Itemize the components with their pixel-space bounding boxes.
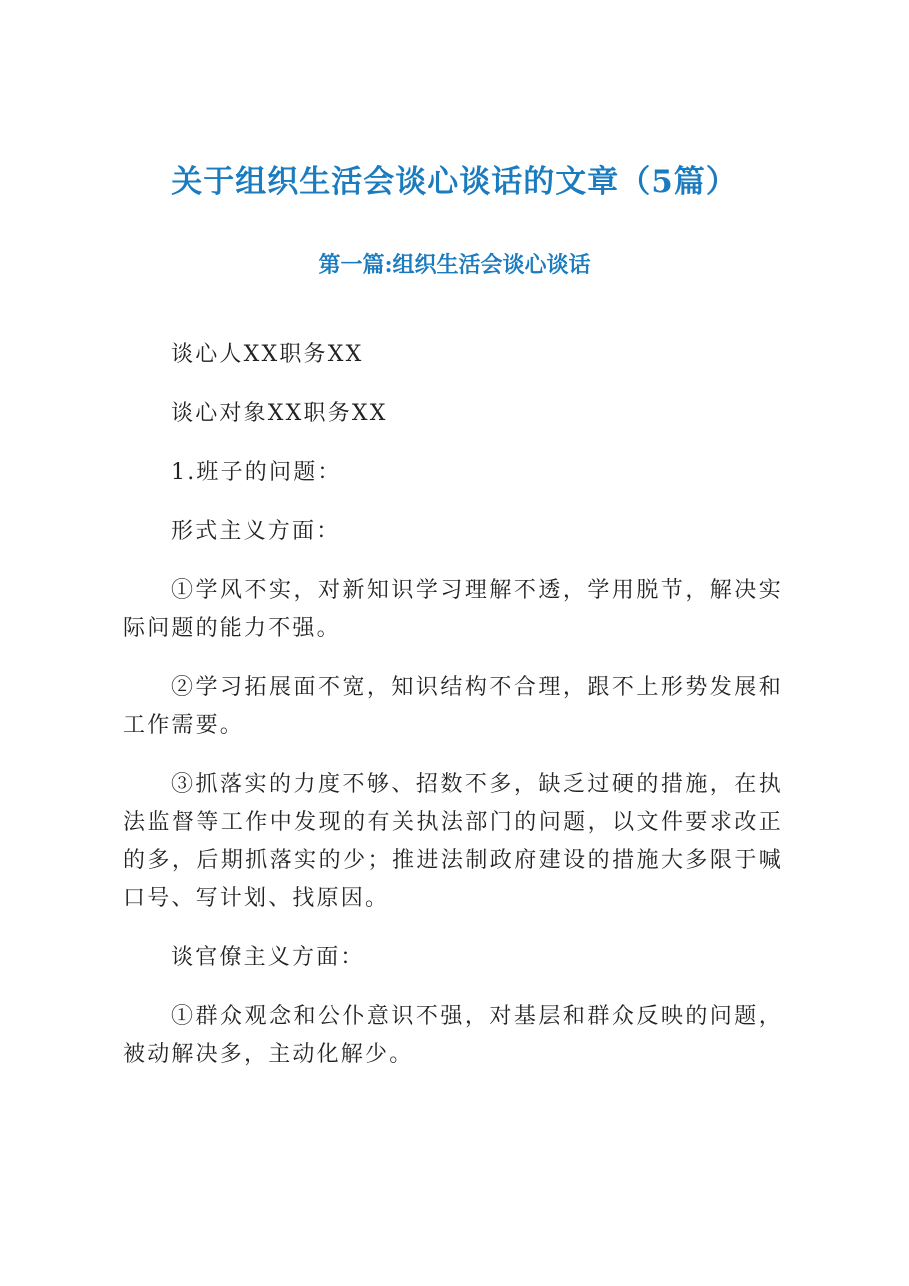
paragraph-formalism-item-1: ①学风不实，对新知识学习理解不透，学用脱节，解决实际问题的能力不强。 <box>123 578 783 641</box>
paragraph-formalism-heading: 形式主义方面： <box>171 519 341 544</box>
paragraph-listener: 谈心对象XX职务XX <box>171 401 388 426</box>
paragraph-speaker: 谈心人XX职务XX <box>171 342 364 367</box>
document-body <box>123 336 783 1095</box>
paragraph-bureaucracy-heading: 谈官僚主义方面： <box>171 945 365 970</box>
document-title: 关于组织生活会谈心谈话的文章（5篇） <box>171 164 738 200</box>
paragraph-bureaucracy-item-1: ①群众观念和公仆意识不强，对基层和群众反映的问题，被动解决多，主动化解少。 <box>123 1004 783 1067</box>
paragraph-team-issues-heading: 1.班子的问题： <box>171 460 342 485</box>
section-title: 第一篇:组织生活会谈心谈话 <box>318 252 591 278</box>
paragraph-formalism-item-2: ②学习拓展面不宽，知识结构不合理，跟不上形势发展和工作需要。 <box>123 675 783 738</box>
paragraph-formalism-item-3: ③抓落实的力度不够、招数不多，缺乏过硬的措施，在执法监督等工作中发现的有关执法部门的问题，以文件要求改正的多，后期抓落实的少；推进法制政府建设的措施大多限于喊口号、写计划、找原因。 <box>123 772 783 911</box>
